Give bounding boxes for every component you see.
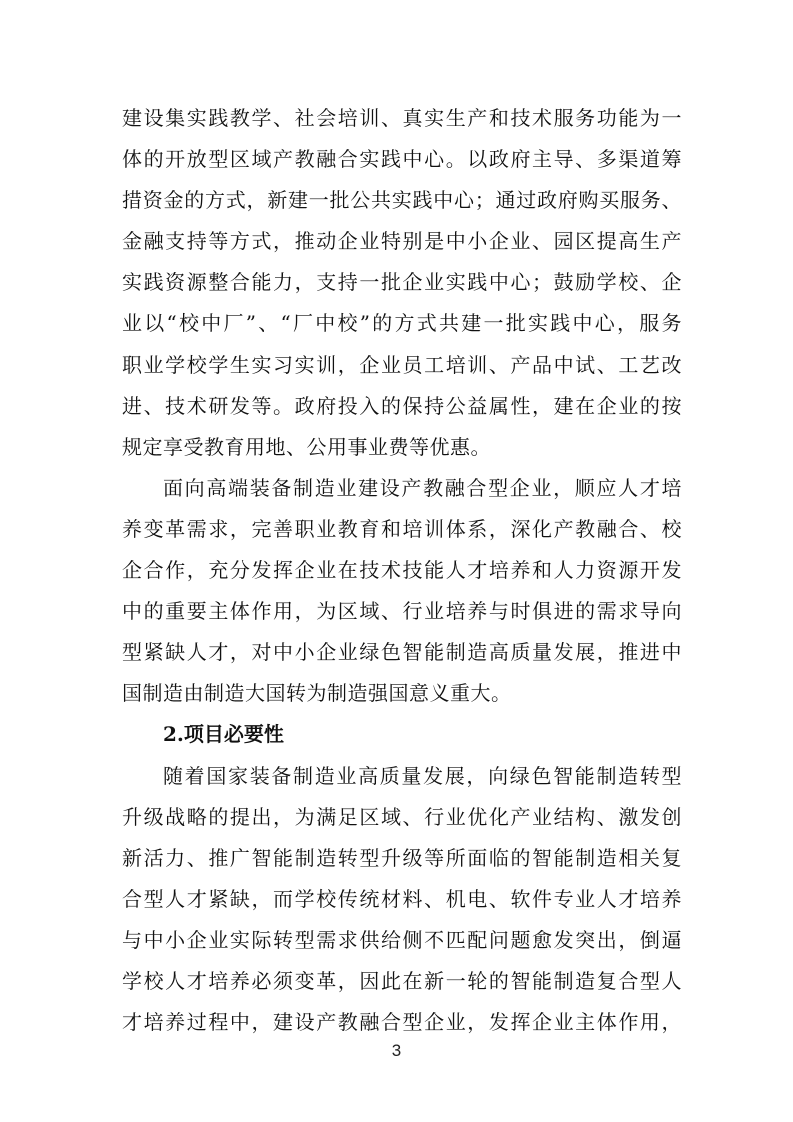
page-number: 3 [391,1041,402,1060]
text-line: 措资金的方式，新建一批公共实践中心；通过政府购买服务、 [122,188,682,213]
text-line: 合型人才紧缺，而学校传统材料、机电、软件专业人才培养 [122,886,682,911]
text-line: 才培养过程中，建设产教融合型企业，发挥企业主体作用， [122,1010,682,1035]
text-line: 型紧缺人才，对中小企业绿色智能制造高质量发展，推进中 [122,640,682,665]
text-line: 企合作，充分发挥企业在技术技能人才培养和人力资源开发 [122,558,682,583]
text-line: 体的开放型区域产教融合实践中心。以政府主导、多渠道筹 [122,147,682,172]
paragraph [122,756,682,1044]
text-line: 规定享受教育用地、公用事业费等优惠。 [122,434,491,459]
text-line: 职业学校学生实习实训，企业员工培训、产品中试、工艺改 [122,352,682,377]
text-line: 建设集实践教学、社会培训、真实生产和技术服务功能为一 [122,106,682,130]
text-line: 升级战略的提出，为满足区域、行业优化产业结构、激发创 [122,804,682,829]
section-heading: 2.项目必要性 [163,722,284,747]
text-line: 金融支持等方式，推动企业特别是中小企业、园区提高生产 [122,229,682,254]
text-line: 新活力、推广智能制造转型升级等所面临的智能制造相关复 [122,845,682,870]
text-line: 随着国家装备制造业高质量发展，向绿色智能制造转型 [163,763,682,788]
paragraph [122,98,682,468]
text-line: 养变革需求，完善职业教育和培训体系，深化产教融合、校 [122,516,682,541]
text-line: 实践资源整合能力，支持一批企业实践中心；鼓励学校、企 [122,270,682,295]
text-line: 业以“校中厂”、“厂中校”的方式共建一批实践中心，服务 [122,311,682,336]
text-line: 国制造由制造大国转为制造强国意义重大。 [122,681,512,706]
text-line: 进、技术研发等。政府投入的保持公益属性，建在企业的按 [122,393,682,418]
text-line: 面向高端装备制造业建设产教融合型企业，顺应人才培 [163,475,682,500]
text-line: 学校人才培养必须变革，因此在新一轮的智能制造复合型人 [122,968,682,993]
text-line: 中的重要主体作用，为区域、行业培养与时俱进的需求导向 [122,599,682,624]
text-line: 与中小企业实际转型需求供给侧不匹配问题愈发突出，倒逼 [122,927,682,952]
body-text [122,98,682,1043]
paragraph [122,468,682,715]
